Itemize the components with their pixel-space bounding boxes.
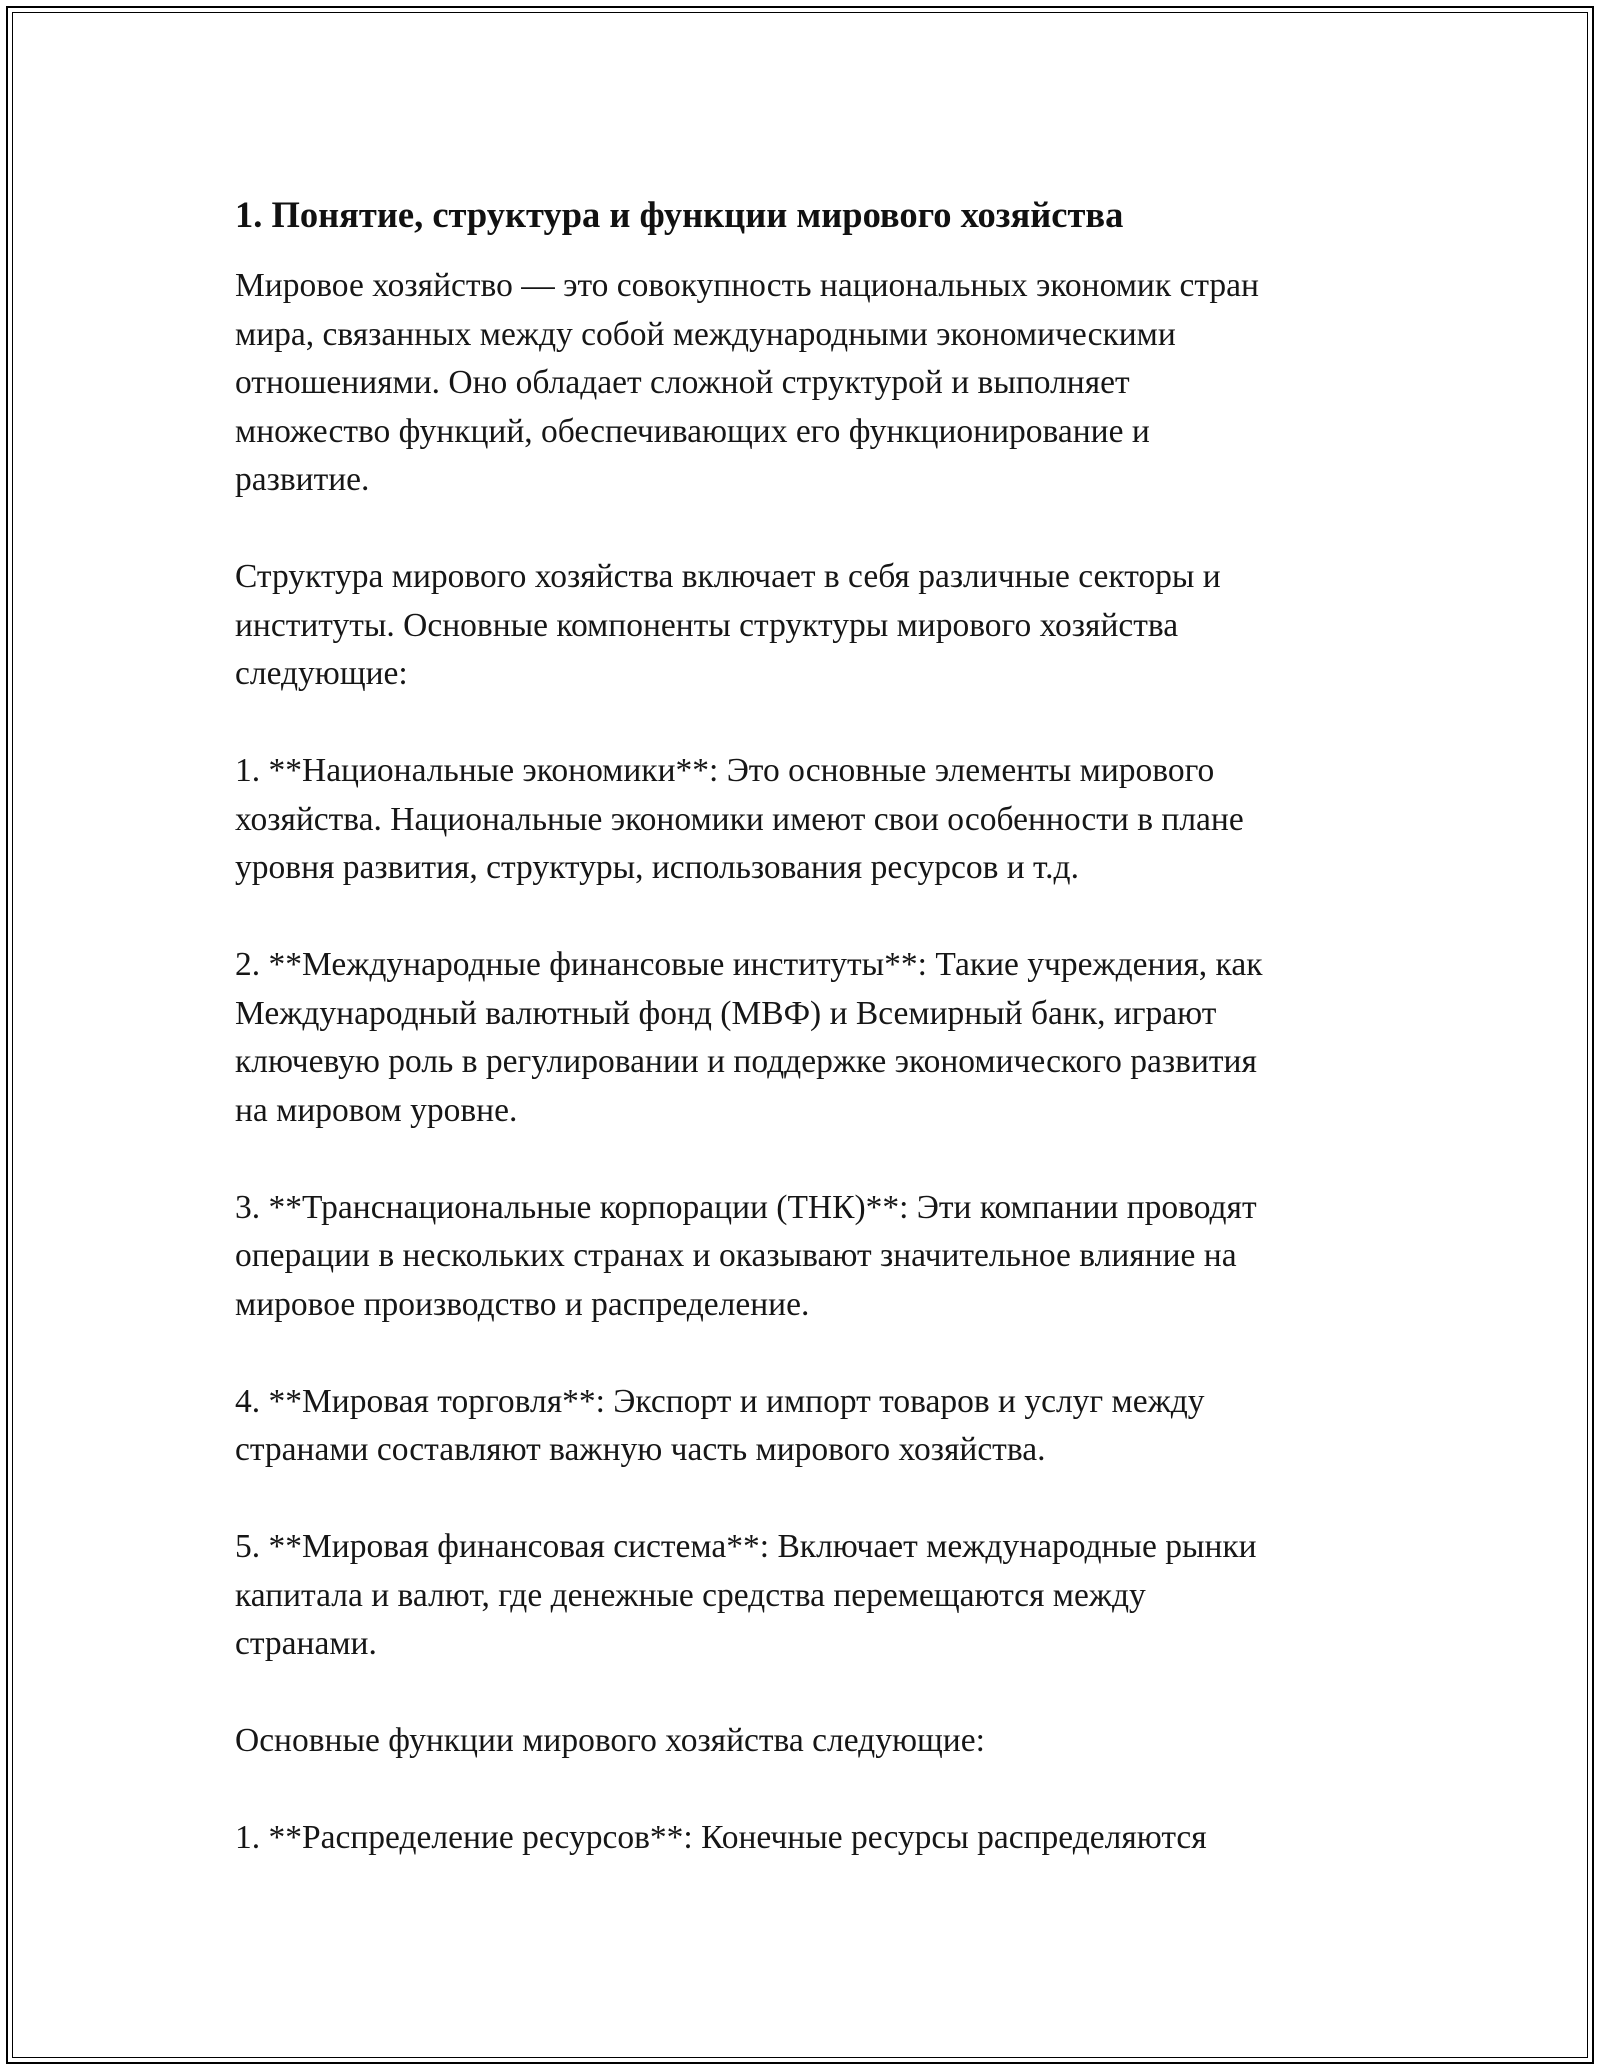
- text-line: 1. **Национальные экономики**: Это основные элементы мирового: [235, 752, 1215, 789]
- text-line: следующие:: [235, 655, 408, 692]
- text-line: странами составляют важную часть мирового хозяйства.: [235, 1431, 1046, 1468]
- text-line: 4. **Мировая торговля**: Экспорт и импорт товаров и услуг между: [235, 1382, 1205, 1420]
- paragraph-functions-intro: [235, 1717, 1375, 1766]
- text-line: 5. **Мировая финансовая система**: Включает международные рынки: [235, 1528, 1257, 1565]
- text-line: развитие.: [235, 461, 370, 498]
- text-line: институты. Основные компоненты структуры мирового хозяйства: [235, 606, 1179, 644]
- text-line: странами.: [235, 1625, 377, 1662]
- text-line: Основные функции мирового хозяйства следующие:: [235, 1722, 985, 1759]
- text-line: множество функций, обеспечивающих его функционирование и: [235, 412, 1150, 450]
- paragraph-structure-intro: [235, 553, 1375, 699]
- text-line: капитала и валют, где денежные средства перемещаются между: [235, 1576, 1146, 1614]
- list-item-financial-system: [235, 1523, 1375, 1669]
- text-line: 3. **Транснациональные корпорации (ТНК)**: Эти компании проводят: [235, 1188, 1257, 1226]
- text-line: 1. **Распределение ресурсов**: Конечные ресурсы распределяются: [235, 1819, 1207, 1856]
- list-item-world-trade: [235, 1378, 1375, 1475]
- text-line: хозяйства. Национальные экономики имеют свои особенности в плане: [235, 800, 1244, 838]
- text-line: на мировом уровне.: [235, 1091, 518, 1129]
- text-line: ключевую роль в регулировании и поддержке экономического развития: [235, 1043, 1257, 1080]
- list-item-tnc: [235, 1184, 1375, 1330]
- text-line: отношениями. Оно обладает сложной структурой и выполняет: [235, 364, 1130, 401]
- document-title: 1. Понятие, структура и функции мирового хозяйства: [235, 194, 1124, 235]
- list-item-national-economies: [235, 747, 1375, 893]
- text-line: Международный валютный фонд (МВФ) и Всемирный банк, играют: [235, 994, 1217, 1032]
- text-line: мировое производство и распределение.: [235, 1285, 810, 1323]
- text-line: мира, связанных между собой международными экономическими: [235, 315, 1176, 353]
- list-item-financial-institutions: [235, 941, 1375, 1135]
- list-item-resource-allocation: [235, 1814, 1375, 1863]
- text-line: 2. **Международные финансовые институты**: Такие учреждения, как: [235, 946, 1263, 983]
- document-page: [235, 190, 1375, 1911]
- text-line: Структура мирового хозяйства включает в себя различные секторы и: [235, 558, 1221, 595]
- text-line: Мировое хозяйство — это совокупность национальных экономик стран: [235, 267, 1259, 304]
- text-line: операции в нескольких странах и оказывают значительное влияние на: [235, 1237, 1237, 1274]
- paragraph-intro: [235, 262, 1375, 505]
- text-line: уровня развития, структуры, использования ресурсов и т.д.: [235, 849, 1079, 886]
